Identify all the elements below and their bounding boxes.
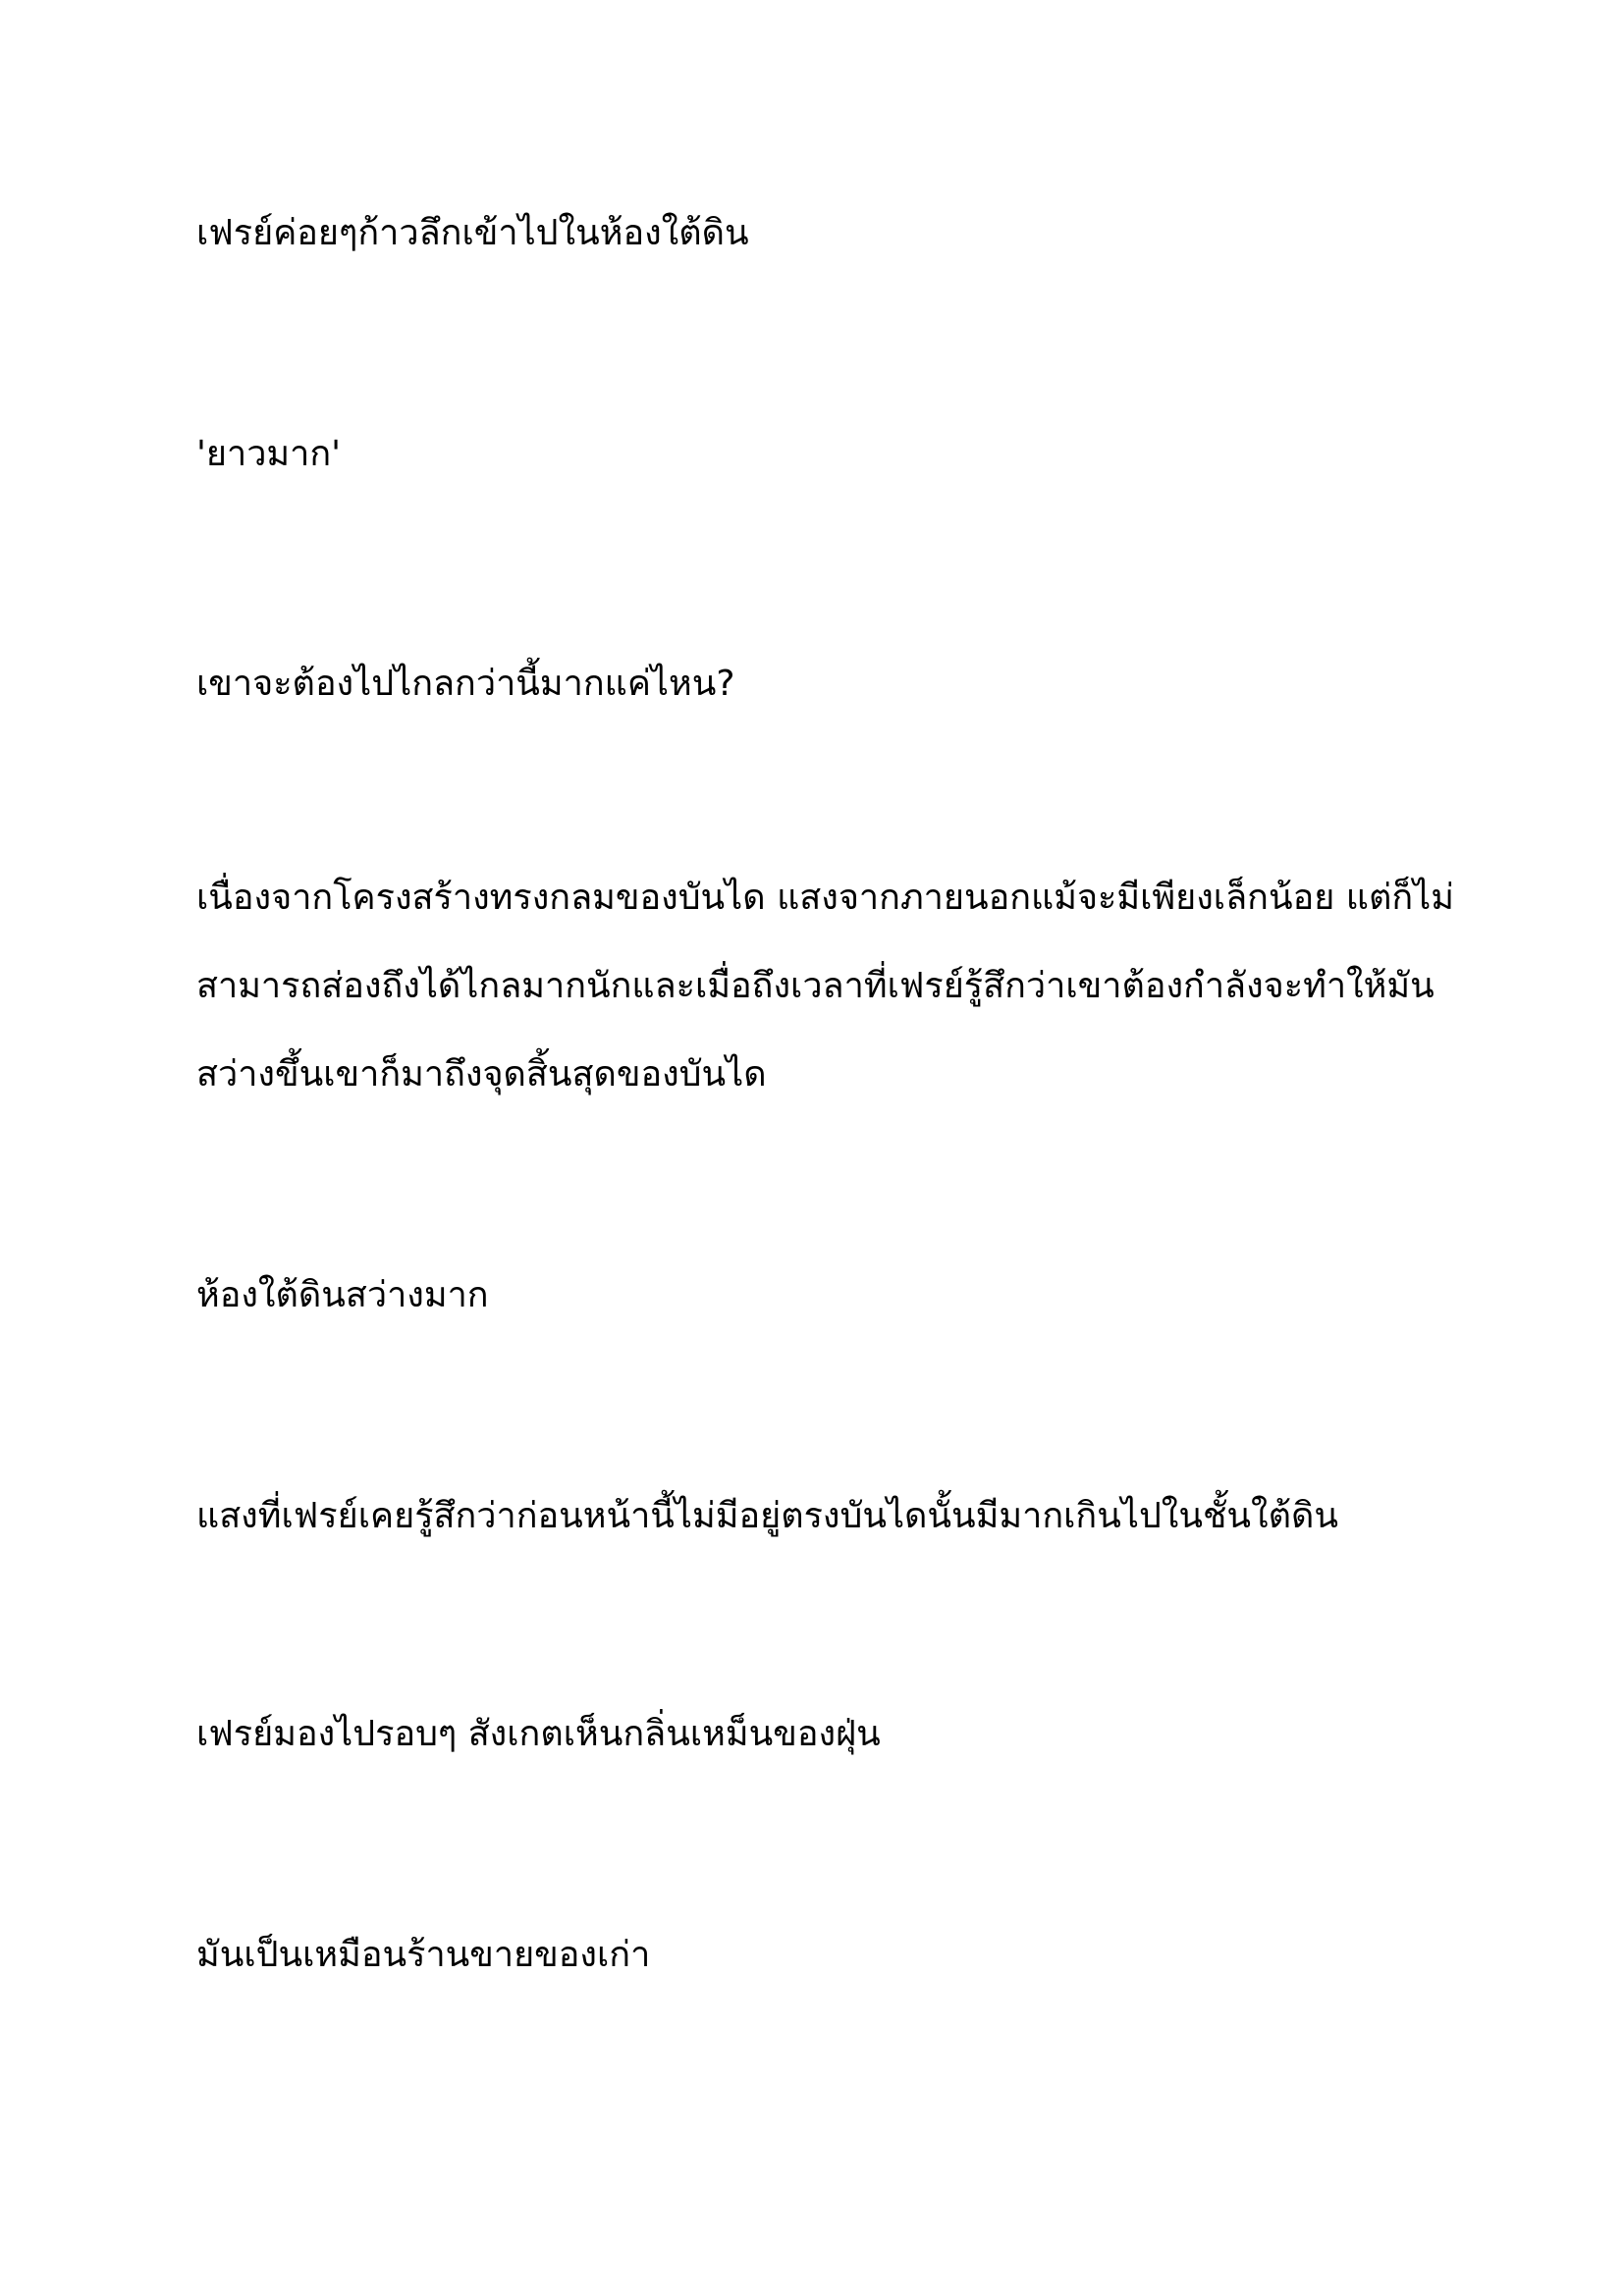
paragraph-multiline [196, 854, 1473, 1119]
paragraph: 'ยาวมาก' [196, 434, 342, 474]
paragraph: ห้องใต้ดินสว่างมาก [196, 1275, 489, 1315]
paragraph: แสงที่เฟรย์เคยรู้สึกว่าก่อนหน้านี้ไม่มีอยู่ตรงบันไดนั้นมีมากเกินไปในชั้นใต้ดิน [196, 1496, 1338, 1536]
paragraph-line: สามารถส่องถึงได้ไกลมากนักและเมื่อถึงเวลาที่เฟรย์รู้สึกว่าเขาต้องกำลังจะทำให้มัน [196, 966, 1435, 1006]
paragraph: เขาจะต้องไปไกลกว่านี้มากแค่ไหน? [196, 664, 735, 704]
paragraph-line: สว่างขึ้นเขาก็มาถึงจุดสิ้นสุดของบันได [196, 1054, 767, 1095]
paragraph: เฟรย์มองไปรอบๆ สังเกตเห็นกลิ่นเหม็นของฝุ่น [196, 1714, 881, 1754]
paragraph-line: เนื่องจากโครงสร้างทรงกลมของบันได แสงจากภายนอกแม้จะมีเพียงเล็กน้อย แต่ก็ไม่ [196, 878, 1454, 918]
paragraph: เฟรย์ค่อยๆก้าวลึกเข้าไปในห้องใต้ดิน [196, 213, 749, 253]
paragraph: มันเป็นเหมือนร้านขายของเก่า [196, 1935, 651, 1975]
